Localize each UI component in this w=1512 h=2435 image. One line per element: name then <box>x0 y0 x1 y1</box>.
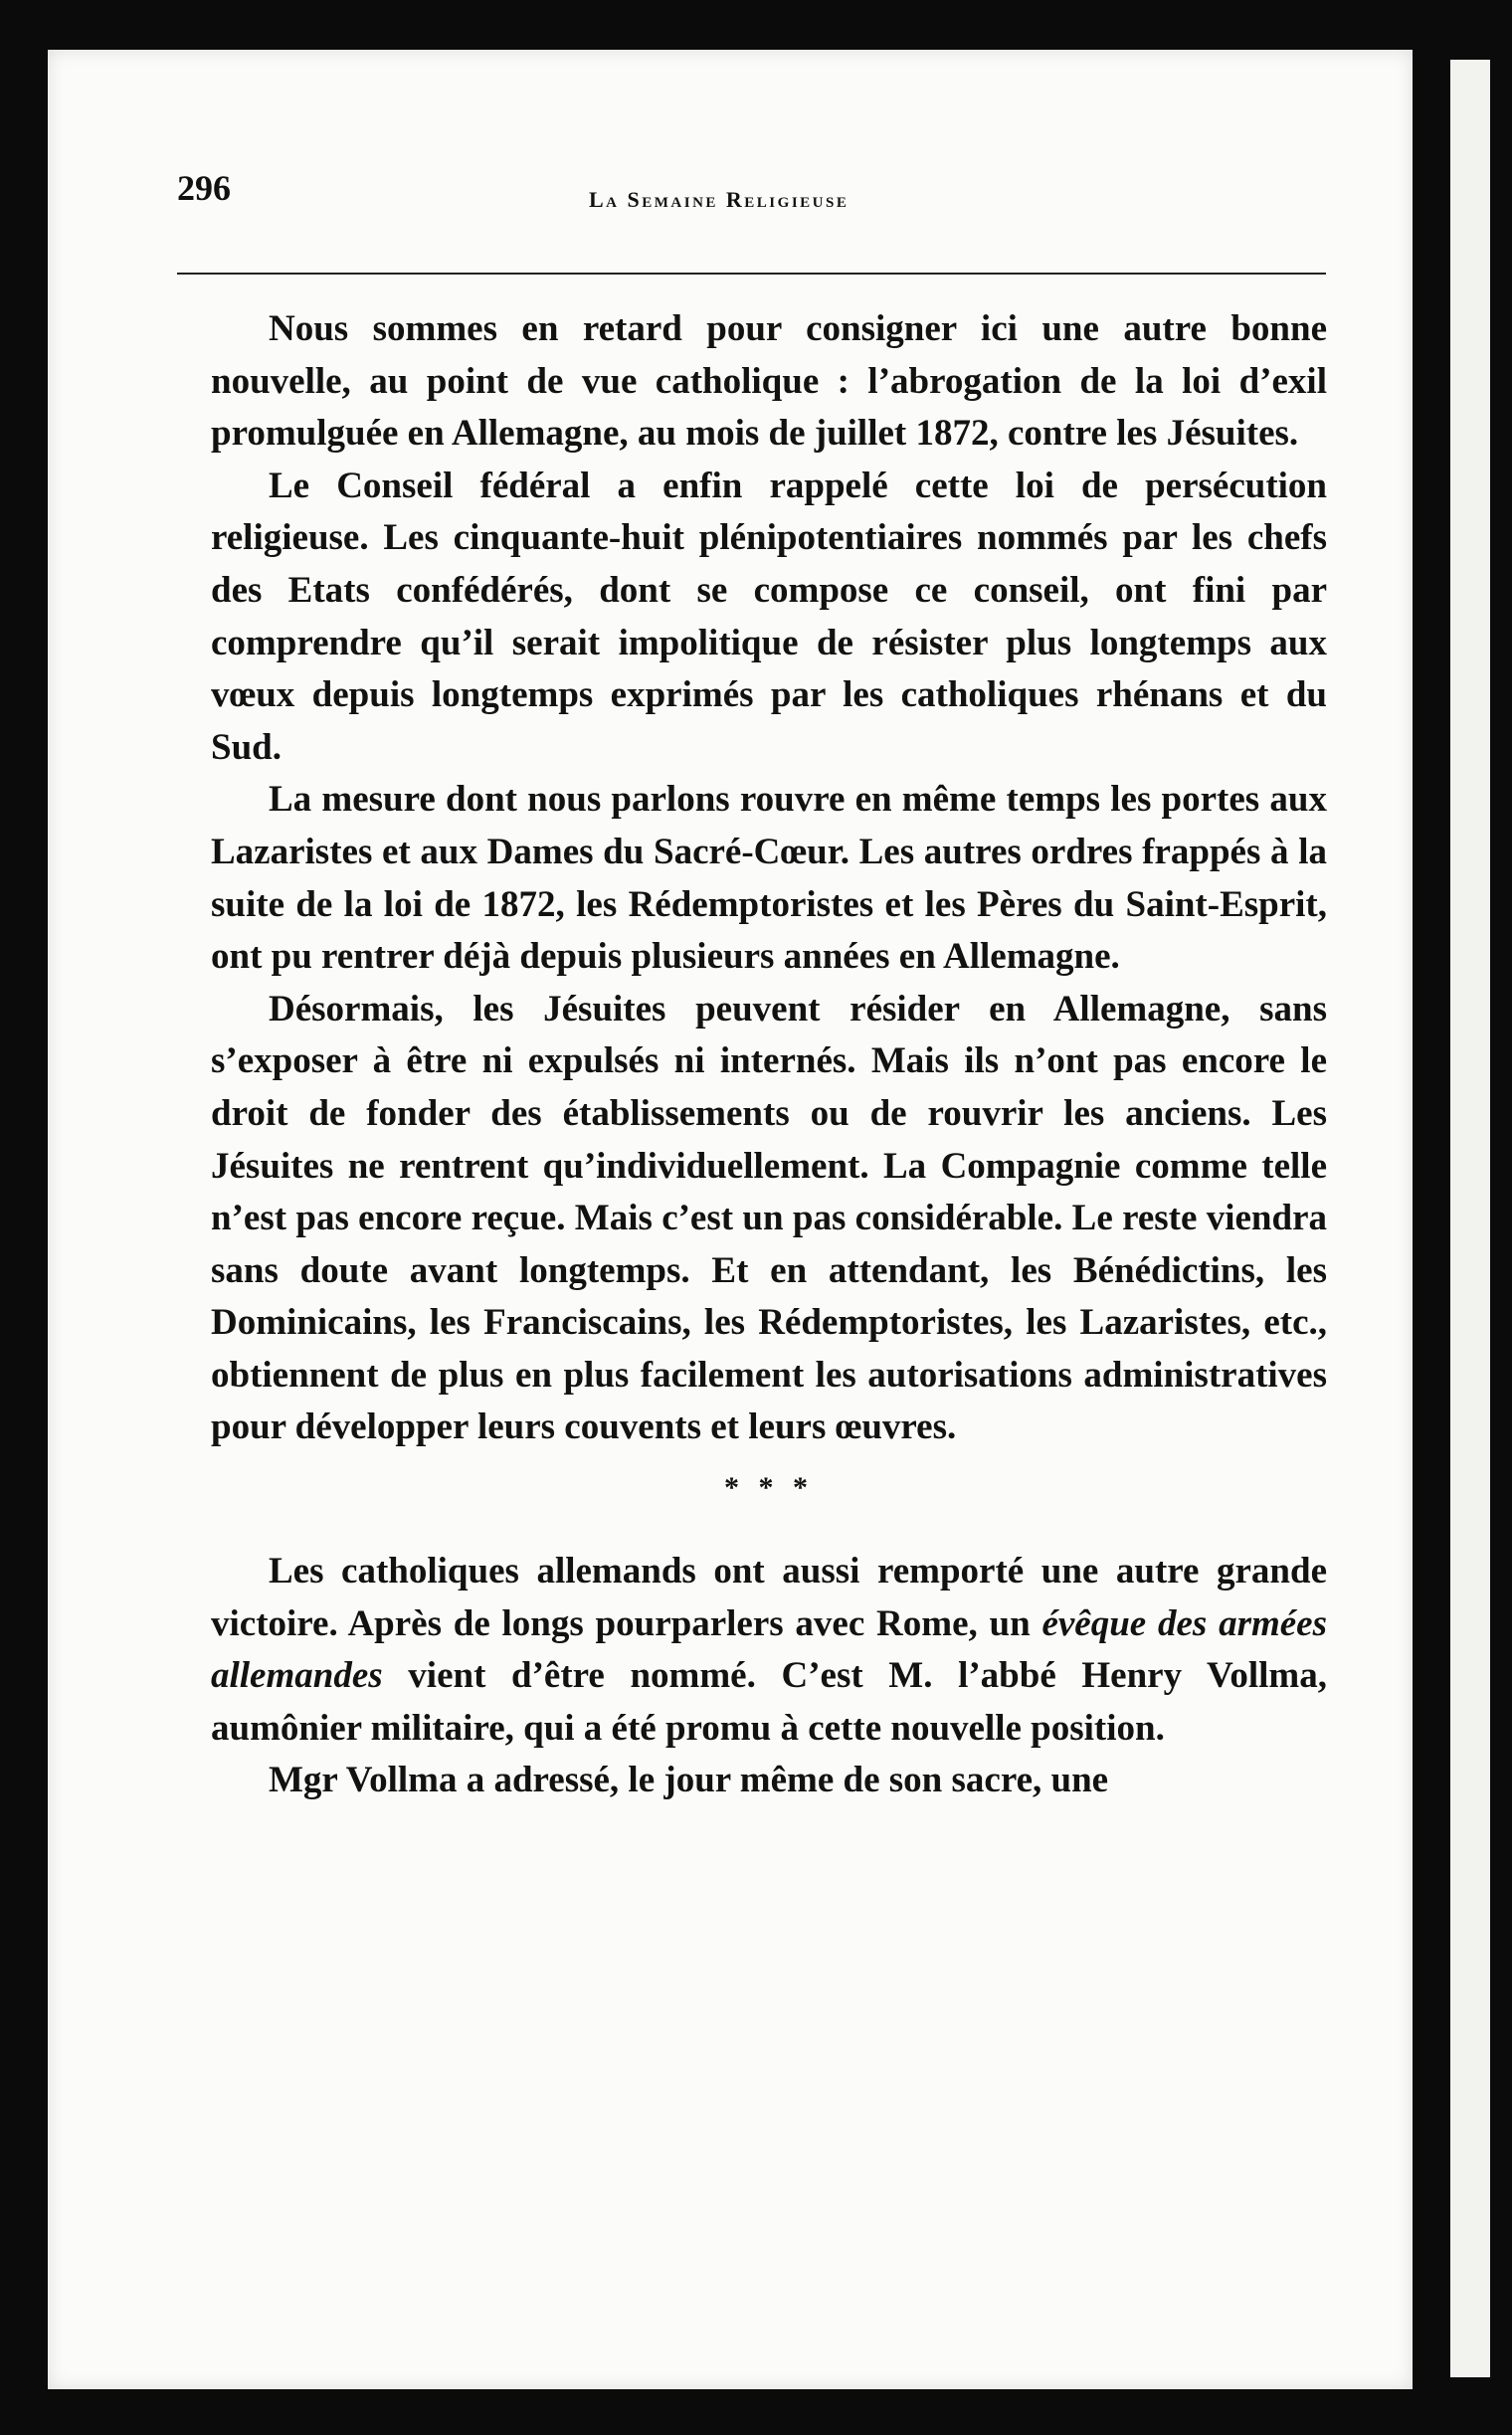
paragraph: Désormais, les Jésuites peuvent résider en Allemagne, sans s’exposer à être ni expulsés ni internés. Mais ils n’ont pas encore le droit de fonder des établissements ou de rouvrir les anciens. Les Jésuites ne rentrent qu’individuellement. La Compagnie comme telle n’est pas encore reçue. Mais c’est un pas considérable. Le reste viendra sans doute avant longtemps. Et en attendant, les Bénédictins, les Dominicains, les Franciscains, les Rédemptoristes, les Lazaristes, etc., obtiennent de plus en plus facilement les autorisations administratives pour développer leurs couvents et leurs œuvres. <box>211 988 1327 1448</box>
paragraph-text: vient d’être nommé. C’est M. l’abbé Henry Vollma, aumônier militaire, qui a été promu à cette nouvelle position. <box>211 1655 1327 1749</box>
paragraph <box>211 1546 1327 1755</box>
running-head: La Semaine Religieuse <box>589 187 850 212</box>
section-separator: * * * <box>724 1471 814 1505</box>
paragraph: La mesure dont nous parlons rouvre en même temps les portes aux Lazaristes et aux Dames du Sacré-Cœur. Les autres ordres frappés à la suite de la loi de 1872, les Rédemptoristes et les Pères du Saint-Esprit, ont pu rentrer déjà depuis plusieurs années en Allemagne. <box>211 779 1327 978</box>
paragraph-text: Les catholiques allemands ont aussi remporté une autre grande victoire. Après de longs pourparlers avec Rome, un <box>211 1551 1327 1644</box>
paragraph: Le Conseil fédéral a enfin rappelé cette loi de persécution religieuse. Les cinquante-huit plénipotentiaires nommés par les chefs des Etats confédérés, dont se compose ce conseil, ont fini par comprendre qu’il serait impolitique de résister plus longtemps aux vœux depuis longtemps exprimés par les catholiques rhénans et du Sud. <box>211 465 1327 768</box>
page-number: 296 <box>177 168 231 208</box>
paragraph: Nous sommes en retard pour consigner ici une autre bonne nouvelle, au point de vue catholique : l’abrogation de la loi d’exil promulguée en Allemagne, au mois de juillet 1872, contre les Jésuites. <box>211 308 1327 455</box>
page-header <box>177 127 1326 227</box>
article-body <box>211 303 1327 1807</box>
header-rule <box>177 273 1326 275</box>
italic-phrase: évêque des armées allemandes <box>211 1602 1327 1697</box>
paragraph: Mgr Vollma a adressé, le jour même de son sacre, une <box>269 1760 1109 1801</box>
adjacent-page-edge <box>1450 60 1490 2377</box>
